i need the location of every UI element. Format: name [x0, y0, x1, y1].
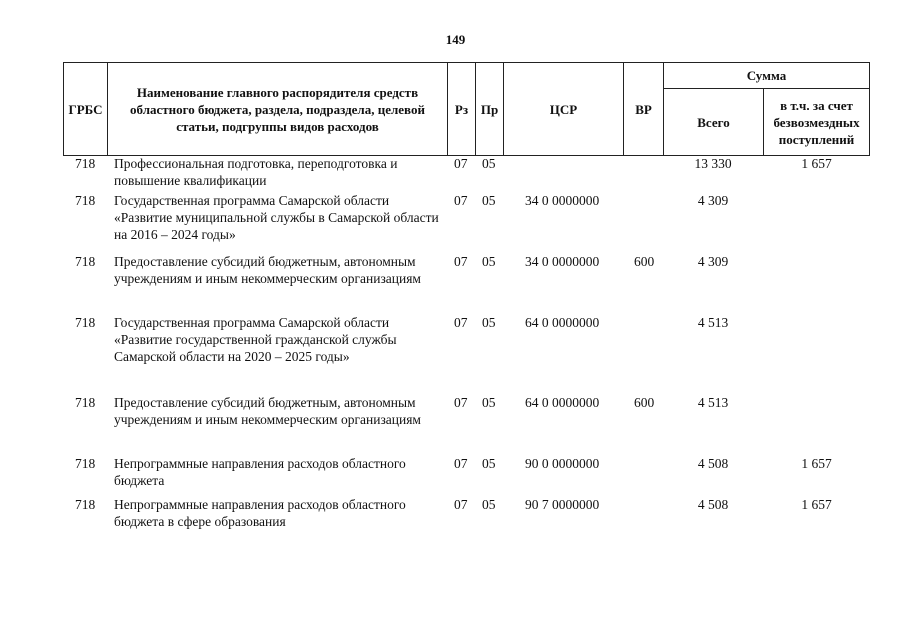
- cell-grbs: 718: [75, 254, 96, 269]
- cell-csr: 34 0 0000000: [525, 193, 600, 208]
- cell-pr: 05: [482, 156, 496, 171]
- header-name: Наименование главного распорядителя средств областного бюджета, раздела, подраздела, целевой статьи, подгруппы видов расходов: [107, 62, 448, 156]
- cell-grbs: 718: [75, 456, 96, 471]
- header-pr: Пр: [475, 62, 504, 156]
- cell-csr: 64 0 0000000: [525, 395, 600, 410]
- cell-csr: 34 0 0000000: [525, 254, 600, 269]
- cell-pr: 05: [482, 315, 496, 330]
- cell-pr: 05: [482, 456, 496, 471]
- header-csr: ЦСР: [503, 62, 624, 156]
- cell-name: Предоставление субсидий бюджетным, автономным учреждениям и иным некоммерческим организациям: [114, 254, 421, 286]
- header-rz: Рз: [447, 62, 476, 156]
- cell-rz: 07: [454, 315, 468, 330]
- cell-vr: 600: [634, 395, 655, 410]
- cell-grbs: 718: [75, 315, 96, 330]
- cell-csr: 64 0 0000000: [525, 315, 600, 330]
- cell-grbs: 718: [75, 193, 96, 208]
- cell-rz: 07: [454, 395, 468, 410]
- cell-free: 1 657: [801, 456, 832, 471]
- header-free: в т.ч. за счет безвозмездных поступлений: [763, 88, 870, 156]
- cell-free: 1 657: [801, 156, 832, 171]
- cell-pr: 05: [482, 193, 496, 208]
- cell-rz: 07: [454, 193, 468, 208]
- cell-total: 4 513: [697, 315, 729, 330]
- header-vr: ВР: [623, 62, 664, 156]
- cell-pr: 05: [482, 254, 496, 269]
- cell-total: 4 508: [697, 497, 729, 512]
- cell-total: 4 513: [697, 395, 729, 410]
- header-total: Всего: [663, 88, 764, 156]
- cell-name: Непрограммные направления расходов областного бюджета в сфере образования: [114, 497, 406, 529]
- cell-free: 1 657: [801, 497, 832, 512]
- cell-grbs: 718: [75, 395, 96, 410]
- cell-total: 4 309: [697, 193, 729, 208]
- cell-pr: 05: [482, 395, 496, 410]
- cell-total: 4 309: [697, 254, 729, 269]
- cell-total: 13 330: [694, 156, 732, 171]
- cell-pr: 05: [482, 497, 496, 512]
- cell-name: Непрограммные направления расходов областного бюджета: [114, 456, 406, 488]
- cell-csr: 90 7 0000000: [525, 497, 600, 512]
- cell-rz: 07: [454, 156, 468, 171]
- header-sum: Сумма: [663, 62, 870, 89]
- cell-name: Государственная программа Самарской области «Развитие государственной гражданской службы Самарской области на 2020 – 2025 годы»: [114, 315, 397, 364]
- cell-rz: 07: [454, 456, 468, 471]
- cell-csr: 90 0 0000000: [525, 456, 600, 471]
- cell-vr: 600: [634, 254, 655, 269]
- cell-name: Государственная программа Самарской области «Развитие муниципальной службы в Самарской области на 2016 – 2024 годы»: [114, 193, 439, 242]
- cell-rz: 07: [454, 254, 468, 269]
- cell-name: Профессиональная подготовка, переподготовка и повышение квалификации: [114, 156, 398, 188]
- cell-grbs: 718: [75, 156, 96, 171]
- cell-grbs: 718: [75, 497, 96, 512]
- page-number: 149: [445, 32, 466, 47]
- cell-total: 4 508: [697, 456, 729, 471]
- cell-rz: 07: [454, 497, 468, 512]
- cell-name: Предоставление субсидий бюджетным, автономным учреждениям и иным некоммерческим организациям: [114, 395, 421, 427]
- header-grbs: ГРБС: [63, 62, 108, 156]
